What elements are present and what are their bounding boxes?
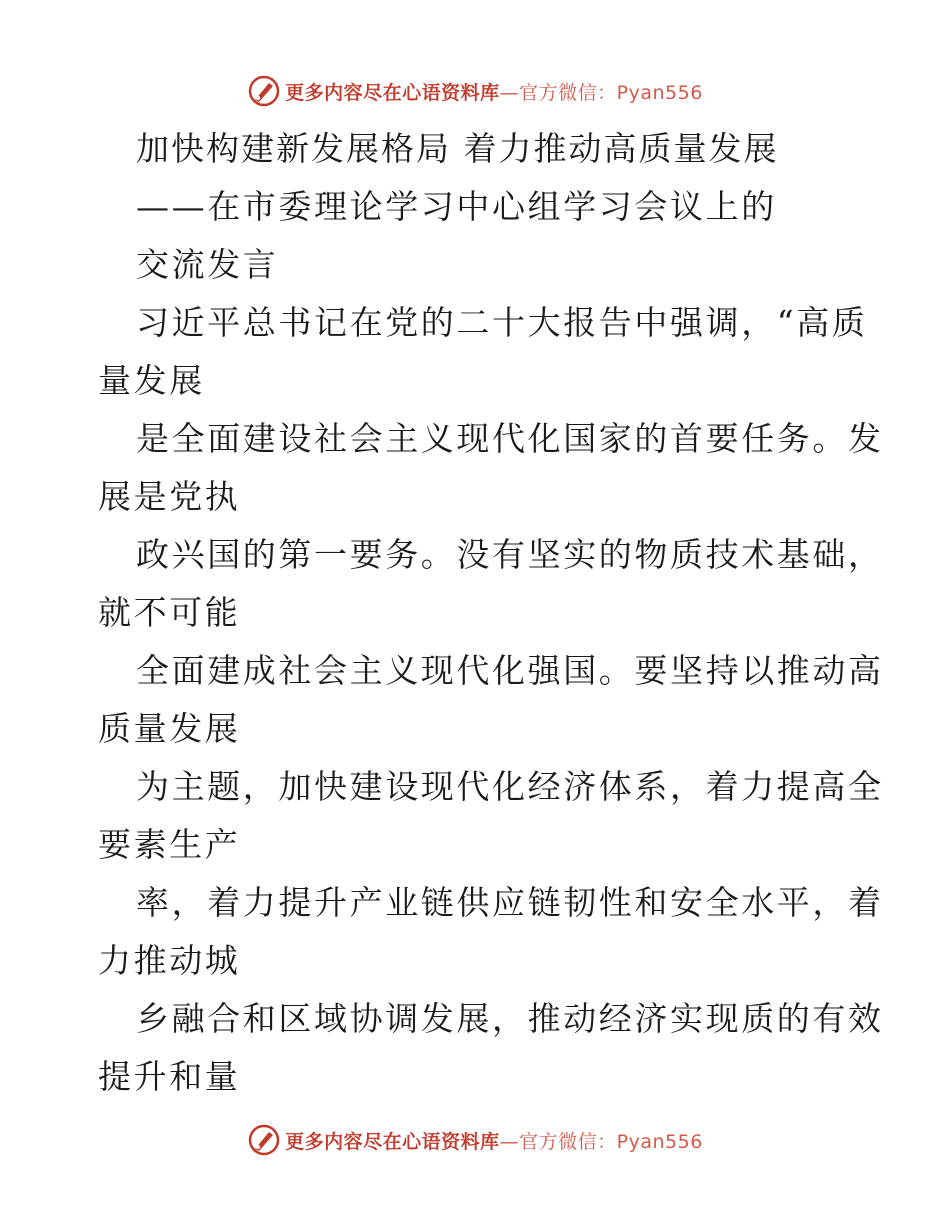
doc-line: 量发展 (98, 361, 205, 400)
watermark-sub-text: —官方微信：Pyan556 (499, 81, 703, 104)
document-body (98, 120, 884, 1106)
doc-line: 政兴国的第一要务。没有坚实的物质技术基础， (136, 535, 884, 574)
watermark-header (0, 71, 950, 111)
quill-logo-icon (247, 1123, 281, 1157)
watermark-footer (0, 1120, 950, 1160)
watermark-main-text: 更多内容尽在心语资料库 (285, 1130, 500, 1153)
doc-line: 乡融合和区域协调发展，推动经济实现质的有效 (136, 999, 884, 1038)
doc-line: 展是党执 (98, 477, 241, 516)
doc-line: 加快构建新发展格局 着力推动高质量发展 (136, 129, 779, 168)
doc-line: 习近平总书记在党的二十大报告中强调，“高质 (136, 303, 868, 342)
doc-line: 为主题，加快建设现代化经济体系，着力提高全 (136, 767, 884, 806)
quill-logo-icon (247, 74, 281, 108)
doc-line: 就不可能 (98, 593, 241, 632)
doc-line: 率，着力提升产业链供应链韧性和安全水平，着 (136, 883, 884, 922)
doc-line: 交流发言 (136, 245, 279, 284)
watermark-main-text: 更多内容尽在心语资料库 (285, 81, 500, 104)
doc-line: 力推动城 (98, 941, 241, 980)
doc-line: ——在市委理论学习中心组学习会议上的 (136, 187, 777, 226)
doc-line: 全面建成社会主义现代化强国。要坚持以推动高 (136, 651, 884, 690)
doc-line: 质量发展 (98, 709, 241, 748)
doc-line: 要素生产 (98, 825, 241, 864)
watermark-sub-text: —官方微信：Pyan556 (499, 1130, 703, 1153)
doc-line: 提升和量 (98, 1057, 241, 1096)
doc-line: 是全面建设社会主义现代化国家的首要任务。发 (136, 419, 884, 458)
